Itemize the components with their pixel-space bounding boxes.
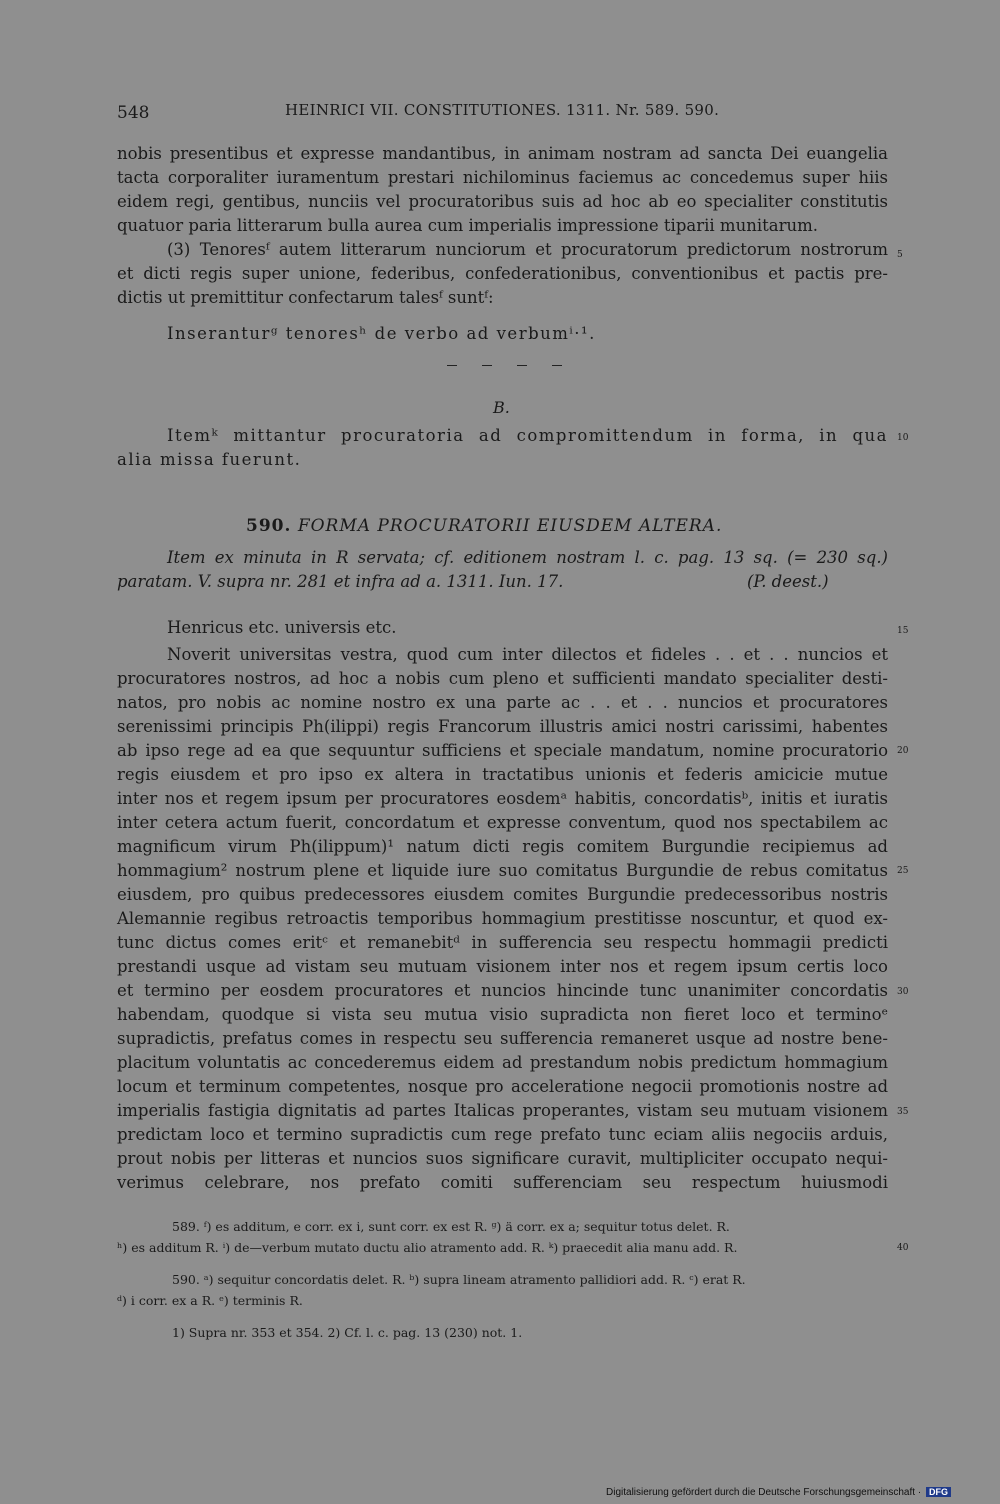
document-number: 590. (246, 516, 292, 536)
source-note (117, 546, 888, 594)
text-line: tacta corporaliter iuramentum prestari nichilominus faciemus ac concedemus super hiis (117, 168, 888, 187)
text-line: supradictis, prefatus comes in respectu seu sufferencia remaneret usque ad nostre bene- (117, 1029, 888, 1048)
text-line: Alemannie regibus retroactis temporibus hommagium prestitisse noscuntur, et quod ex- (117, 909, 888, 928)
text-line: prestandi usque ad vistam seu mutuam visionem inter nos et regem ipsum certis loco (117, 957, 888, 976)
page-number: 548 (117, 103, 150, 123)
text-line: locum et terminum competentes, nosque pro acceleratione negocii promotionis nostre ad (117, 1077, 888, 1096)
text-line: imperialis fastigia dignitatis ad partes Italicas properantes, vistam seu mutuam visionem (117, 1101, 888, 1120)
line-number: 20 (897, 746, 909, 756)
divider-dash (447, 365, 457, 366)
line-number: 35 (897, 1107, 909, 1117)
divider-dash (482, 365, 492, 366)
text-line: Itemᵏ mittantur procuratoria ad compromittendum in forma, in qua (167, 426, 888, 445)
text-line: tunc dictus comes eritᶜ et remanebitᵈ in sufferencia seu respectu hommagii predicti (117, 933, 888, 952)
text-line: eidem regi, gentibus, nunciis vel procuratoribus suis ad hoc ab eo specialiter constitutis (117, 192, 888, 211)
text-line: alia missa fuerunt. (117, 450, 302, 469)
text-line: ab ipso rege ad ea que sequuntur sufficiens et speciale mandatum, nomine procuratorio (117, 741, 888, 760)
digitization-credit (606, 1487, 951, 1498)
text-line: hommagium² nostrum plene et liquide iure suo comitatus Burgundie de rebus comitatus (117, 861, 888, 880)
text-line: (3) Tenoresᶠ autem litterarum nunciorum et procuratorum predictorum nostrorum (167, 240, 888, 259)
text-line: Noverit universitas vestra, quod cum inter dilectos et fideles . . et . . nuncios et (167, 645, 888, 664)
opening-line (117, 616, 888, 640)
line-number: 5 (897, 250, 903, 260)
text-line: natos, pro nobis ac nomine nostro ex una parte ac . . et . . nuncios et procuratores (117, 693, 888, 712)
divider-dash (552, 365, 562, 366)
footnote-line: ᵈ) i corr. ex a R. ᵉ) terminis R. (117, 1293, 303, 1308)
text-line: habendam, quodque si vista seu mutua visio supradicta non fieret loco et terminoᵉ (117, 1005, 888, 1024)
text-line: quatuor paria litterarum bulla aurea cum imperialis impressione tiparii munitarum. (117, 216, 818, 235)
footnotes-590 (117, 1269, 888, 1311)
line-number: 30 (897, 987, 909, 997)
source-line (117, 570, 888, 594)
running-title: HEINRICI VII. CONSTITUTIONES. 1311. Nr. 589. 590. (285, 101, 720, 119)
footnote-line: ʰ) es additum R. ⁱ) de—verbum mutato ductu alio atramento add. R. ᵏ) praecedit alia manu add. R. (117, 1240, 738, 1255)
text-line: magnificum virum Ph(ilippum)¹ natum dicti regis comitem Burgundie recipiemus ad (117, 837, 888, 856)
line-number: 25 (897, 866, 909, 876)
text-line: predictam loco et termino supradictis cum rege prefato tunc eciam aliis negociis arduis, (117, 1125, 888, 1144)
text-line: inter cetera actum fuerit, concordatum et expresse conventum, quod nos spectabilem ac (117, 813, 888, 832)
credit-text: Digitalisierung gefördert durch die Deutsche Forschungsgemeinschaft · (606, 1487, 922, 1498)
text-line: placitum voluntatis ac concederemus eidem ad prestandum nobis predictum hommagium (117, 1053, 888, 1072)
document-title-text: FORMA PROCURATORII EIUSDEM ALTERA. (297, 516, 723, 536)
footnotes-589 (117, 1216, 888, 1258)
text-line: regis eiusdem et pro ipso ex altera in tractatibus unionis et federis amicicie mutue (117, 765, 888, 784)
text-line: procuratores nostros, ad hoc a nobis cum pleno et sufficienti mandato specialiter desti- (117, 669, 888, 688)
document-title (246, 516, 722, 536)
footnotes-refs (117, 1322, 888, 1343)
print-note: (P. deest.) (747, 572, 829, 591)
text-line: verimus celebrare, nos prefato comiti sufferenciam seu respectum huiusmodi (117, 1173, 888, 1192)
source-line: Item ex minuta in R servata; cf. editionem nostram l. c. pag. 13 sq. (= 230 sq.) (167, 548, 888, 567)
line-number: 40 (897, 1243, 909, 1253)
text-line: et termino per eosdem procuratores et nuncios hincinde tunc unanimiter concordatis (117, 981, 888, 1000)
text-line: nobis presentibus et expresse mandantibus, in animam nostram ad sancta Dei euangelia (117, 144, 888, 163)
footnote-line: 590. ᵃ) sequitur concordatis delet. R. ᵇ) supra lineam atramento pallidiori add. R. ᶜ) erat R. (172, 1272, 746, 1287)
section-divider (447, 365, 562, 367)
source-line-2: paratam. V. supra nr. 281 et infra ad a. 1311. Iun. 17. (117, 572, 564, 591)
footnote-line: 589. ᶠ) es additum, e corr. ex i, sunt corr. ex est R. ᵍ) ä corr. ex a; sequitur totus delet. R. (172, 1219, 730, 1234)
section-b-text (117, 424, 888, 472)
text-line: serenissimi principis Ph(ilippi) regis Francorum illustris amici nostri carissimi, habentes (117, 717, 888, 736)
dfg-logo: DFG (926, 1487, 951, 1497)
text-line: Inseranturᵍ tenoresʰ de verbo ad verbumⁱ·¹. (167, 324, 596, 343)
line-number: 10 (897, 433, 909, 443)
text-line: et dicti regis super unione, federibus, confederationibus, conventionibus et pactis pre- (117, 264, 888, 283)
inserantur-line (117, 322, 888, 346)
document-body (117, 643, 888, 1195)
text-line: Henricus etc. universis etc. (167, 618, 397, 637)
divider-dash (517, 365, 527, 366)
section-b-heading: B. (493, 398, 510, 417)
footnote-line: 1) Supra nr. 353 et 354. 2) Cf. l. c. pag. 13 (230) not. 1. (172, 1325, 523, 1340)
text-line: inter nos et regem ipsum per procuratores eosdemᵃ habitis, concordatisᵇ, initis et iuratis (117, 789, 888, 808)
section-a-text (117, 142, 888, 310)
line-number: 15 (897, 626, 909, 636)
text-line: eiusdem, pro quibus predecessores eiusdem comites Burgundie predecessoribus nostris (117, 885, 888, 904)
text-line: prout nobis per litteras et nuncios suos significare curavit, multipliciter occupato nequi- (117, 1149, 888, 1168)
text-line: dictis ut premittitur confectarum talesᶠ suntᶠ: (117, 288, 494, 307)
